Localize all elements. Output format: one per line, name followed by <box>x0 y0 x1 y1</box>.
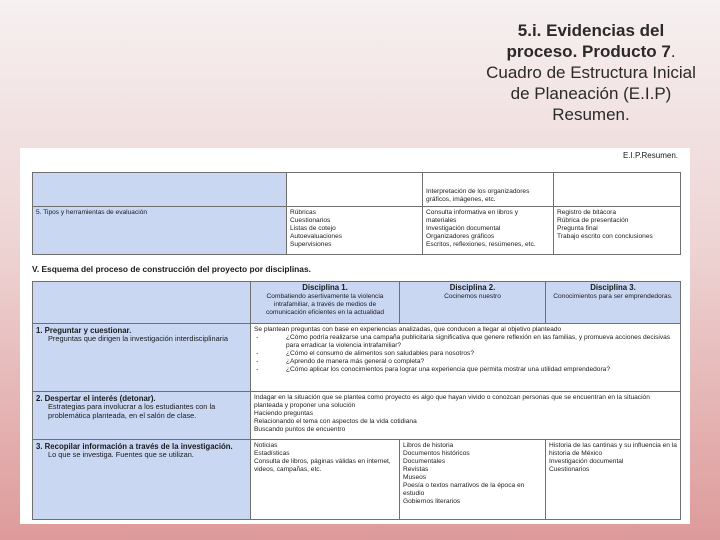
discipline-3-header <box>546 282 681 324</box>
discipline-2-header <box>400 282 546 324</box>
slide-title-normal: Cuadro de Estructura Inicial de Planeación (E.I.P) Resumen. <box>486 63 696 124</box>
discipline-text: Conocimientos para ser emprendedoras. <box>553 293 673 300</box>
step-title: 2. Despertar el interés (detonar). <box>36 394 156 403</box>
question-text: ¿Aprendo de manera más general o completa? <box>286 358 425 365</box>
cell-line: Relacionando el tema con aspectos de la vida cotidiana <box>254 418 417 425</box>
cell-line: gráficos, imágenes, etc. <box>426 196 496 203</box>
cell-line: Investigación documental <box>426 225 501 232</box>
cell-line: Indagar en la situación que se plantea como proyecto es algo que hayan vivido o conozcan personas que se encuentran en la situación planteada y proponer una solución <box>254 394 650 409</box>
table-cell <box>400 440 546 520</box>
step-1-label <box>33 324 251 392</box>
cell-line: Cuestionarios <box>290 217 331 224</box>
discipline-text: Combatiendo asertivamente la violencia intrafamiliar, a través de medios de comunicación eficientes en la actualidad <box>265 293 385 316</box>
question-item: - ¿Cómo el consumo de alimentos son saludables para nosotros? <box>254 350 677 358</box>
table-row <box>33 392 681 440</box>
row-label: 5. Tipos y herramientas de evaluación <box>33 207 287 255</box>
process-table <box>32 281 681 520</box>
step-1-content <box>251 324 681 392</box>
discipline-title: Disciplina 2. <box>449 283 496 292</box>
cell-line: Gobiernos literarios <box>403 498 461 505</box>
step-2-label <box>33 392 251 440</box>
table-cell <box>554 207 681 255</box>
cell-line: Consulta informativa en libros y materiales <box>426 209 518 224</box>
question-text: ¿Cómo el consumo de alimentos son saludables para nosotros? <box>286 350 475 357</box>
cell-line: Libros de historia <box>403 442 454 449</box>
step-title: 1. Preguntar y cuestionar. <box>36 326 132 335</box>
step-subtitle: Preguntas que dirigen la investigación interdisciplinaria <box>48 334 228 343</box>
discipline-text: Cocinemos nuestro <box>444 293 501 300</box>
cell-line: Listas de cotejo <box>290 225 336 232</box>
cell-line: Haciendo preguntas <box>254 410 314 417</box>
table-cell <box>251 440 400 520</box>
cell-line: Registro de bitácora <box>557 209 617 216</box>
cell-line: Investigación documental <box>549 458 624 465</box>
cell-line: Supervisiones <box>290 241 332 248</box>
table-cell <box>554 173 681 207</box>
cell-line: Historia de las cantinas y su influencia en la historia de México <box>549 442 677 457</box>
table-row <box>33 173 681 207</box>
step-title: 3. Recopilar información a través de la investigación. <box>36 442 233 451</box>
question-item: - ¿Cómo aplicar los conocimientos para lograr una experiencia que permita mostrar una utilidad emprendedora? <box>254 366 677 374</box>
cell-line: Escritos, reflexiones, resúmenes, etc. <box>426 241 536 248</box>
cell-line: Poesía o textos narrativos de la época en estudio <box>403 482 525 497</box>
discipline-title: Disciplina 3. <box>590 283 636 292</box>
table-cell <box>423 207 554 255</box>
cell-line: Rúbrica de presentación <box>557 217 629 224</box>
question-text: ¿Cómo aplicar los conocimientos para lograr una experiencia que permita mostrar una utilidad emprendedora? <box>286 366 610 373</box>
document-image <box>20 148 690 524</box>
slide-title <box>480 20 702 125</box>
cell-line: Revistas <box>403 466 429 473</box>
table-cell <box>423 173 554 207</box>
cell-line: Trabajo escrito con conclusiones <box>557 233 653 240</box>
cell-line: Noticias <box>254 442 278 449</box>
cell-line: Documentales <box>403 458 446 465</box>
slide-title-dot: . <box>670 42 676 61</box>
cell-line: Buscando puntos de encuentro <box>254 426 346 433</box>
cell-line: Rúbricas <box>290 209 317 216</box>
slide-title-bold: 5.i. Evidencias del proceso. Producto 7 <box>506 21 671 61</box>
doc-header-tag: E.I.P.Resumen. <box>623 151 678 160</box>
table-row <box>33 440 681 520</box>
discipline-title: Disciplina 1. <box>302 283 348 292</box>
cell-line: Autoevaluaciones <box>290 233 343 240</box>
step-3-label <box>33 440 251 520</box>
cell-line: Estadísticas <box>254 450 290 457</box>
step-2-content <box>251 392 681 440</box>
cell-line: Documentos históricos <box>403 450 470 457</box>
section-v-heading: V. Esquema del proceso de construcción del proyecto por disciplinas. <box>32 264 311 274</box>
table-cell <box>33 282 251 324</box>
cell-line: Interpretación de los organizadores <box>426 188 530 195</box>
cell-line: Cuestionarios <box>549 466 590 473</box>
question-item: - ¿Aprendo de manera más general o completa? <box>254 358 677 366</box>
discipline-1-header <box>251 282 400 324</box>
cell-line: Pregunta final <box>557 225 598 232</box>
table-row <box>33 207 681 255</box>
cell-line: Consulta de libros, páginas válidas en internet, videos, campañas, etc. <box>254 458 391 473</box>
table-cell <box>287 207 423 255</box>
table-cell <box>287 173 423 207</box>
step-intro: Se plantean preguntas con base en experiencias analizadas, que conducen a llegar al objetivo planteado <box>254 326 562 333</box>
table-cell <box>546 440 681 520</box>
step-subtitle: Lo que se investiga. Fuentes que se utilizan. <box>48 450 194 459</box>
question-text: ¿Cómo podría realizarse una campaña publicitaria significativa que genere reflexión en las familias, y promueva acciones decisivas para erradicar la violencia intrafamiliar? <box>286 334 671 349</box>
table-cell <box>33 173 287 207</box>
step-subtitle: Estrategias para involucrar a los estudiantes con la problemática planteada, en el salón de clase. <box>48 402 216 420</box>
cell-line: Museos <box>403 474 427 481</box>
question-item: - ¿Cómo podría realizarse una campaña publicitaria significativa que genere reflexión en las familias, y promueva acciones decisivas para erradicar la violencia intrafamiliar? <box>254 334 677 350</box>
table-row <box>33 324 681 392</box>
table-row <box>33 282 681 324</box>
evaluation-table <box>32 172 681 255</box>
cell-line: Organizadores gráficos <box>426 233 495 240</box>
